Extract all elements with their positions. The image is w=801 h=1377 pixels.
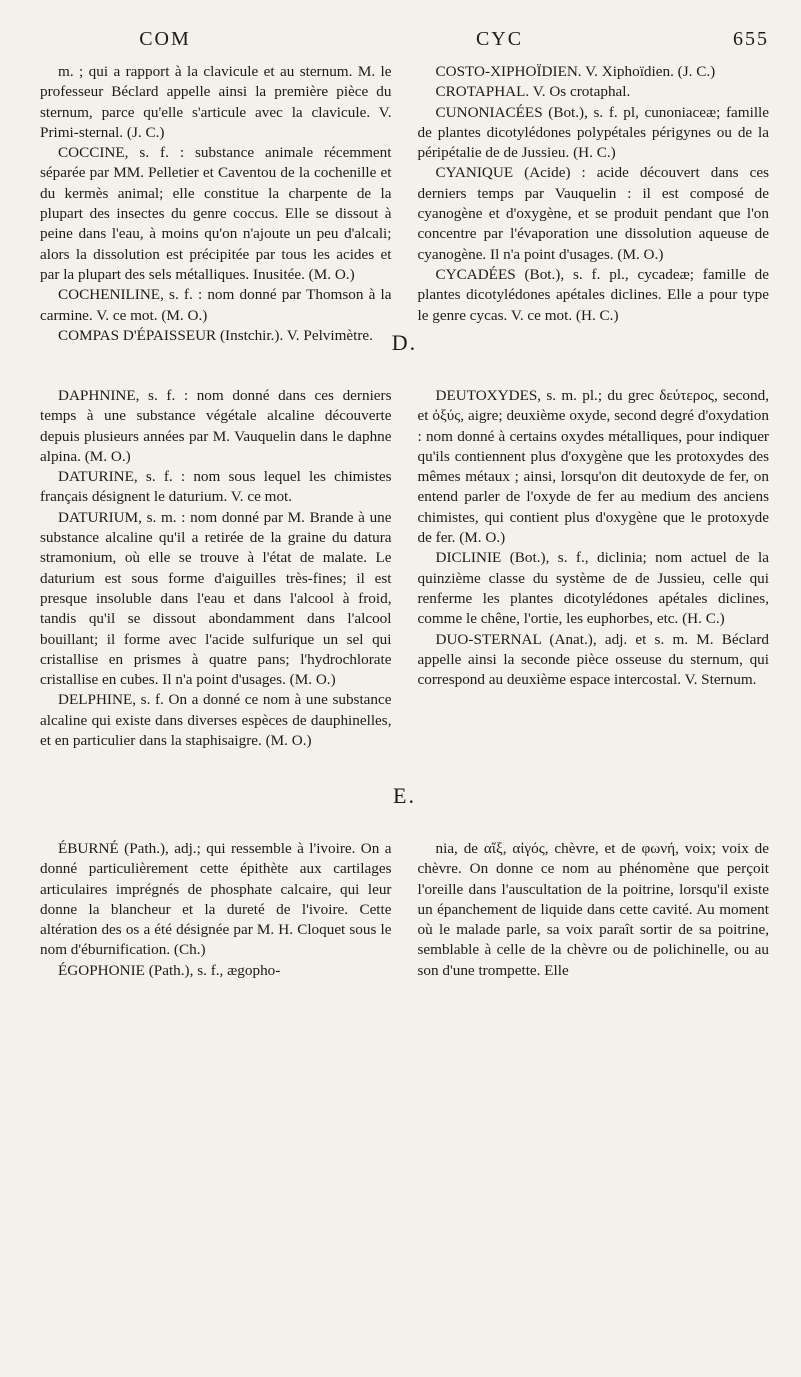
entry-compas-epaisseur: COMPAS D'ÉPAISSEUR (Instchir.). V. Pelvimètre. [58, 326, 373, 344]
column-left [40, 839, 392, 1139]
section-d [40, 386, 769, 750]
section-letter-d: D. [391, 330, 418, 355]
entry-costo-xiphoidien: COSTO-XIPHOÏDIEN. V. Xiphoïdien. (J. C.) [435, 63, 716, 80]
entry-eburne: ÉBURNÉ (Path.), adj.; qui ressemble à l'ivoire. On a donné particulièrement cette épithète aux cartilages articulaires imprégnés de phosphate calcaire, qui leur donne la blancheur et la dureté de l'ivoire. Cette altération des os a été désignée par M. H. Cloquet sous le nom d'éburnification. (Ch.) [40, 840, 392, 959]
entry-cunoniacees: CUNONIACÉES (Bot.), s. f. pl, cunoniaceæ; famille de plantes dicotylédones polypétales périgynes ou de la péripétalie de de Jussieu. (H. C.) [417, 103, 769, 162]
entry-egophonie: ÉGOPHONIE (Path.), s. f., ægopho- [58, 961, 281, 979]
entry-coccine: COCCINE, s. f. : substance animale récemment séparée par MM. Pelletier et Caventou de la cochenille et du kermès animal; elle constitue la charpente de la plupart des insectes du genre coccus. Elle se dissout à peine dans l'eau, à moins qu'on n'ajoute un peu d'alcali; alors la dissolution est précipitée par tous les acides et par la plupart des sels métalliques. Inusitée. (M. O.) [40, 144, 392, 283]
entry-crotaphal: CROTAPHAL. V. Os crotaphal. [435, 83, 631, 101]
column-left [40, 62, 392, 344]
entry-cyanique: CYANIQUE (Acide) : acide découvert dans ces derniers temps par Vauquelin : il est composé de cyanogène et d'oxygène, et se produit pendant que l'on concentre par l'évaporation une dissolution aqueuse de cyanogène. Il n'a point d'usages. (M. O.) [417, 164, 769, 263]
entry-duo-sternal: DUO-STERNAL (Anat.), adj. et s. m. M. Béclard appelle ainsi la seconde pièce osseuse du sternum, qui correspond au deuxième espace intercostal. V. Sternum. [417, 630, 769, 689]
entry-cochenilline: COCHENILINE, s. f. : nom donné par Thomson à la carmine. V. ce mot. (M. O.) [40, 286, 392, 324]
entry-deutoxydes: DEUTOXYDES, s. m. pl.; du grec δεύτερος, second, et ὀξύς, aigre; deuxième oxyde, second degré d'oxydation : nom donné à certains oxydes métalliques, pour indiquer qu'ils contiennent plus d'oxygène que les protoxydes des mêmes métaux ; ainsi, lorsqu'on dit deutoxyde de fer, on entend parler de l'oxyde de fer au medium des anciens chimistes, qui contient plus d'oxygène que le protoxyde de fer. (M. O.) [417, 387, 769, 547]
entry-primi-sternal-end: m. ; qui a rapport à la clavicule et au sternum. M. le professeur Béclard appelle ainsi la première pièce du sternum, parce qu'elle s'articule avec la clavicule. V. Primi-sternal. (J. C.) [40, 63, 392, 141]
column-right [417, 62, 770, 324]
entry-daphnine: DAPHNINE, s. f. : nom donné dans ces derniers temps à une substance végétale alcaline découverte depuis plusieurs années par M. Vauquelin dans le daphne alpina. (M. O.) [40, 387, 392, 465]
entry-daturine: DATURINE, s. f. : nom sous lequel les chimistes français désignent le daturium. V. ce mot. [40, 468, 392, 506]
column-right [418, 386, 770, 741]
entry-diclinie: DICLINIE (Bot.), s. f., diclinia; nom actuel de la quinzième classe du système de de Jussieu, celle qui renferme les plantes dicotylédones apétales diclines, comme le chêne, l'ortie, les euphorbes, etc. (H. C.) [417, 549, 769, 628]
running-head [40, 28, 769, 62]
column-left [40, 386, 392, 750]
column-right [418, 839, 770, 1139]
section-letter-e: E. [393, 783, 416, 808]
entry-cycadees: CYCADÉES (Bot.), s. f. pl., cycadeæ; famille de plantes dicotylédones apétales diclines. Elle a pour type le genre cycas. V. ce mot. (H. C.) [417, 265, 769, 324]
entry-daturium: DATURIUM, s. m. : nom donné par M. Brande à une substance alcaline qu'il a retirée de la graine du datura stramonium, où elle se trouve à l'état de malate. Le daturium est sous forme d'aiguilles très-fines; il est presque insoluble dans l'eau et dans l'alcool à froid, tandis qu'il se dissout abondamment dans l'alcool bouillant; il forme avec l'acide sulfurique un sel qui cristallise en prismes à quatre pans; l'hydrochlorate cristallise en cubes. Il n'a point d'usages. (M. O.) [40, 508, 392, 689]
entry-egophonie-continued: nia, de αἴξ, αἰγός, chèvre, et de φωνή, voix; voix de chèvre. On donne ce nom au phénomène que perçoit l'oreille dans l'auscultation de la poitrine, lorsqu'il existe un épanchement de liquide dans cette cavité. Au moment où le malade parle, sa voix paraît sortir de sa poitrine, semblable à celle de la chèvre ou de polichinelle, ou au son d'une trompette. Elle [417, 840, 769, 979]
running-head-left: COM [139, 28, 191, 50]
page-number: 655 [733, 28, 769, 50]
section-top [40, 62, 769, 344]
running-head-center: CYC [475, 28, 524, 50]
section-e [40, 839, 769, 1139]
entry-delphine: DELPHINE, s. f. On a donné ce nom à une substance alcaline qui existe dans diverses espèces de dauphinelles, et en particulier dans la staphisaigre. (M. O.) [40, 691, 392, 750]
